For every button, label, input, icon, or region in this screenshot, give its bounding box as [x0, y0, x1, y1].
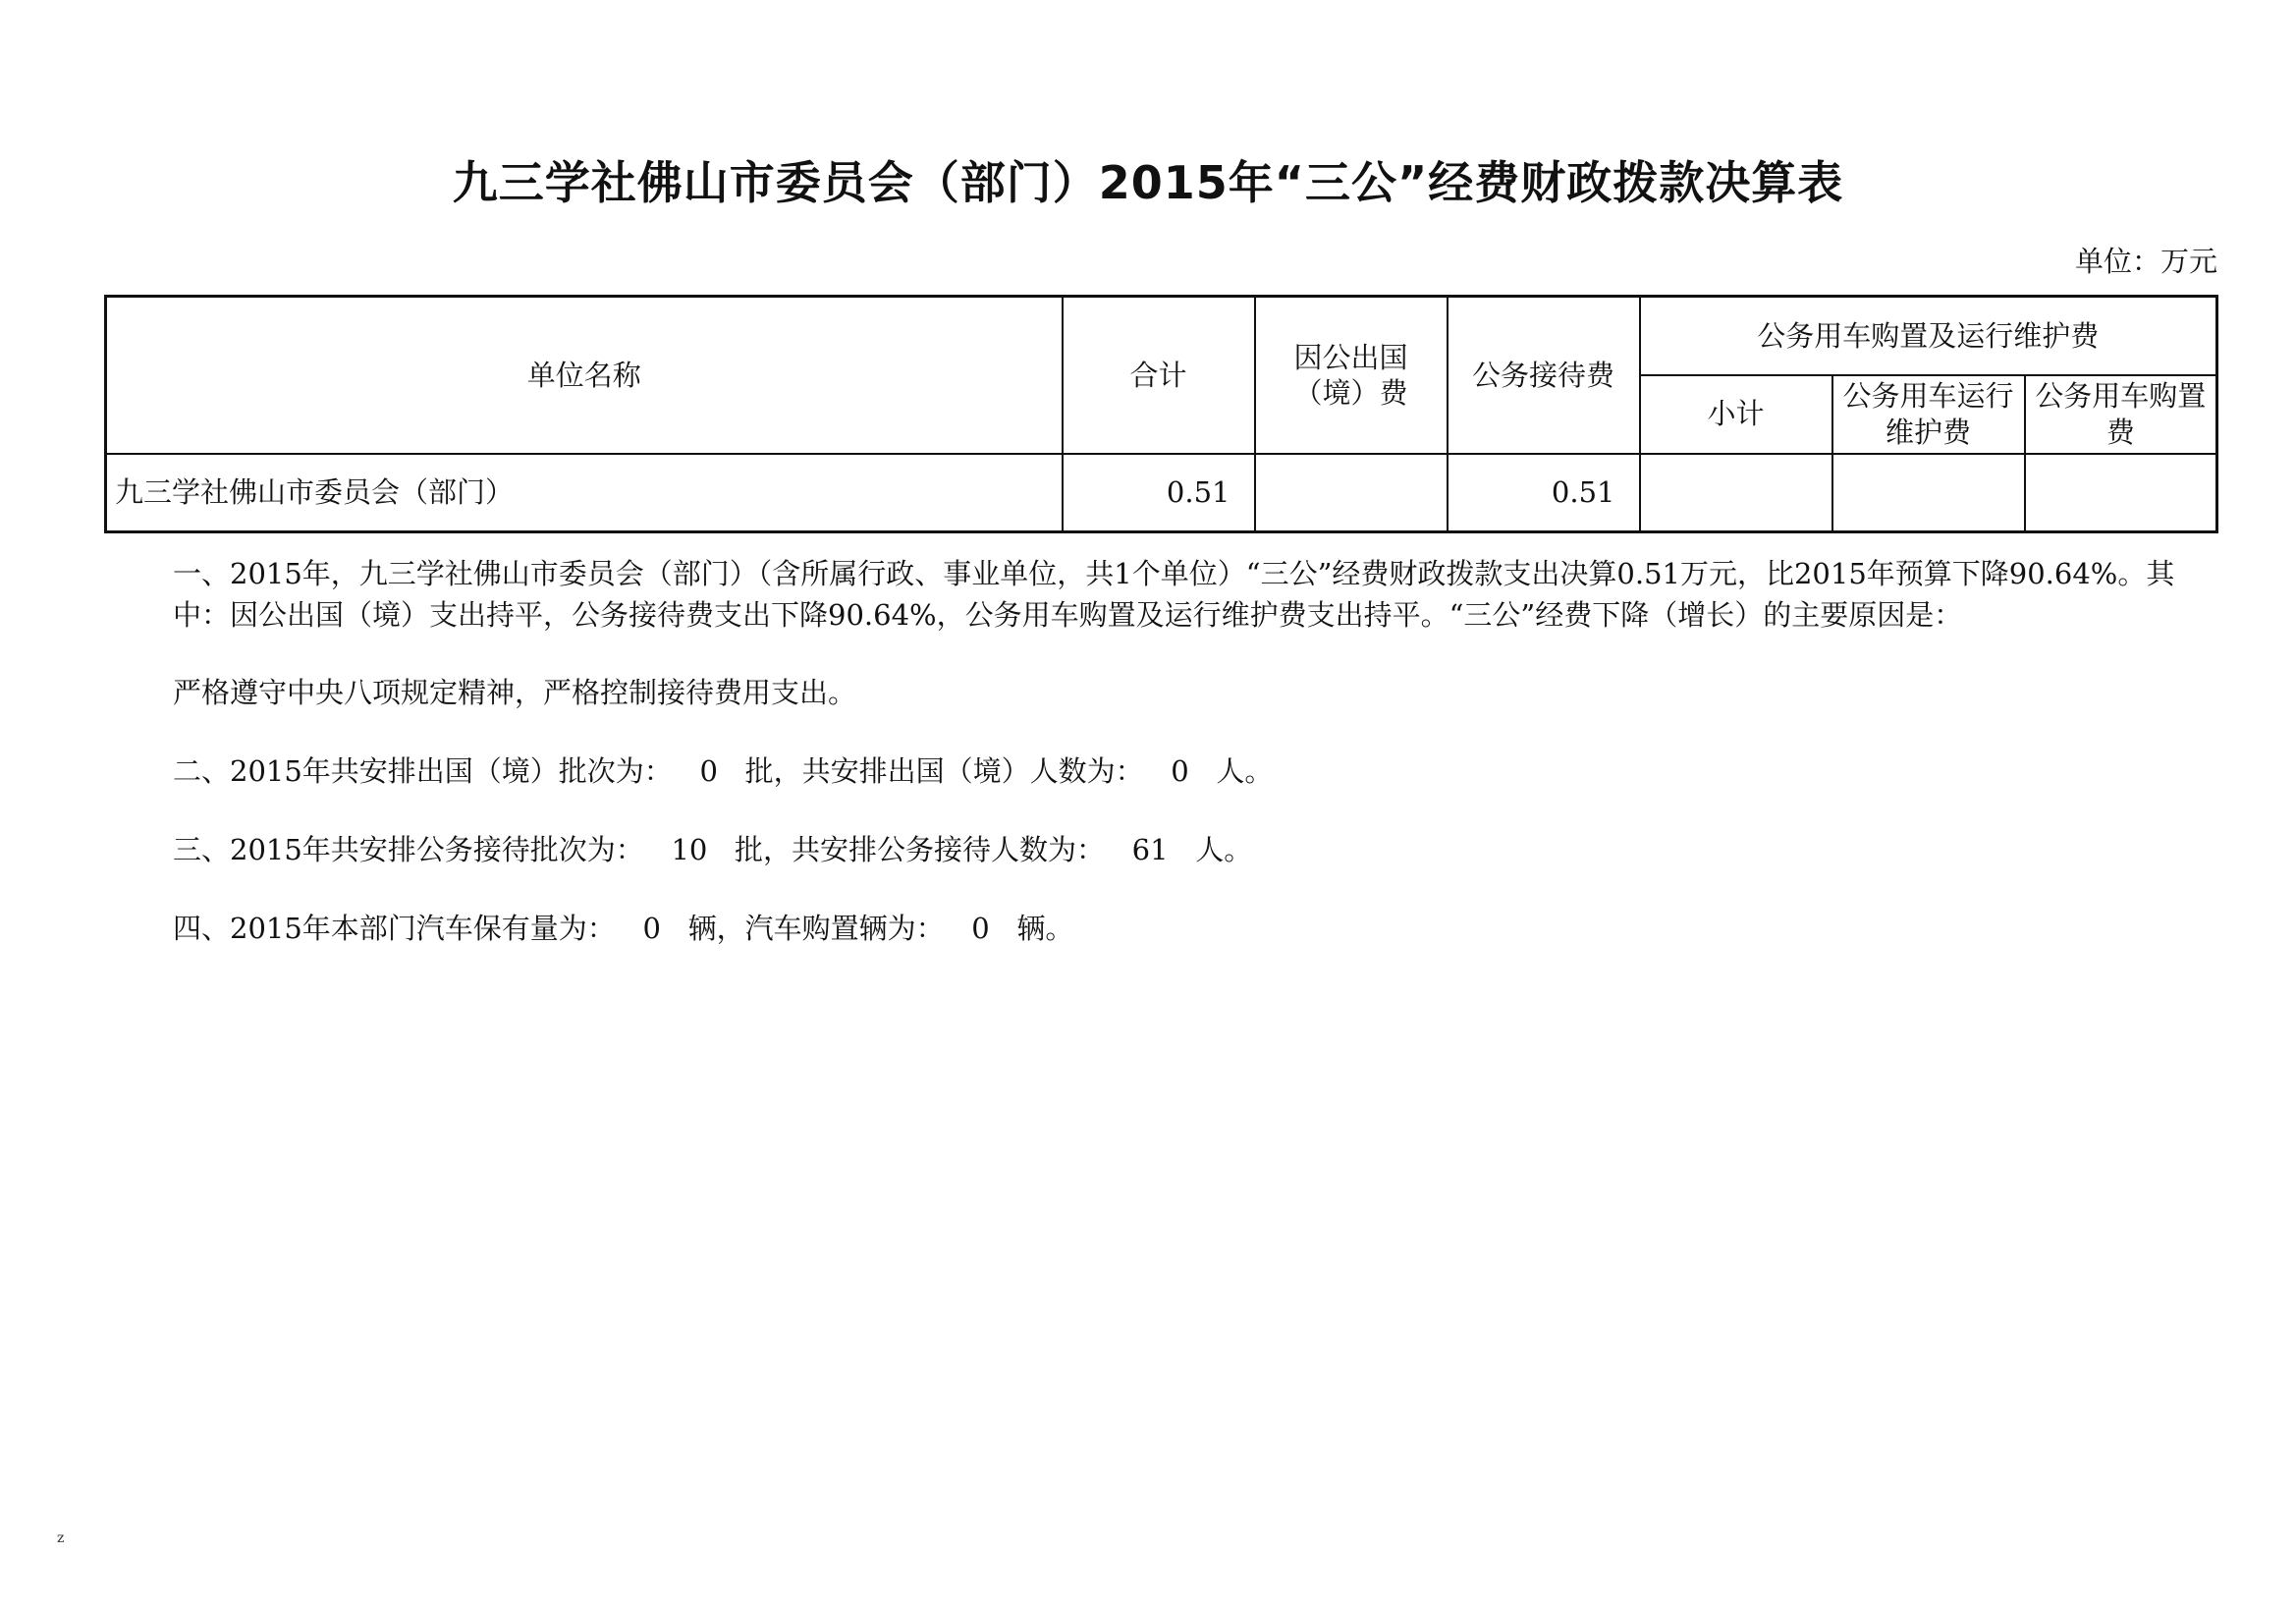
header-vehicle-operation: 公务用车运行维护费 [1832, 375, 2025, 454]
header-unit-name: 单位名称 [106, 297, 1063, 454]
cell-vehicle-purchase [2025, 454, 2217, 532]
cell-reception: 0.51 [1448, 454, 1640, 532]
page-title: 九三学社佛山市委员会（部门）2015年“三公”经费财政拨款决算表 [452, 156, 1844, 209]
cell-overseas [1255, 454, 1448, 532]
note-line-3: 三、2015年共安排公务接待批次为： 10 批，共安排公务接待人数为： 61 人。 [173, 833, 1253, 866]
header-vehicle-group: 公务用车购置及运行维护费 [1640, 297, 2217, 375]
table-row [106, 454, 2217, 532]
note-p1-text: 一、2015年，九三学社佛山市委员会（部门）（含所属行政、事业单位，共1个单位）“三公”经费财政拨款支出决算0.51万元，比2015年预算下降90.64%。其中：因公出国（境）支出持平，公务接待费支出下降90.64%，公务用车购置及运行维护费支出持平。“三公”经费下降（增长）的主要原因是： [173, 557, 2175, 632]
cell-vehicle-operation [1832, 454, 2025, 532]
header-total: 合计 [1063, 297, 1255, 454]
header-vehicle-purchase: 公务用车购置费 [2025, 375, 2217, 454]
unit-label: 单位：万元 [2074, 245, 2217, 278]
cell-total: 0.51 [1063, 454, 1255, 532]
expense-table [104, 295, 2218, 533]
header-overseas: 因公出国（境）费 [1255, 297, 1448, 454]
note-reason: 严格遵守中央八项规定精神，严格控制接待费用支出。 [173, 676, 857, 709]
note-line-4: 四、2015年本部门汽车保有量为： 0 辆，汽车购置辆为： 0 辆。 [173, 912, 1074, 945]
stray-mark: z [57, 1530, 65, 1546]
cell-unit-name: 九三学社佛山市委员会（部门） [106, 454, 1063, 532]
header-subtotal: 小计 [1640, 375, 1832, 454]
note-line-2: 二、2015年共安排出国（境）批次为： 0 批，共安排出国（境）人数为： 0 人。 [173, 754, 1274, 788]
note-paragraph-1 [110, 553, 2212, 636]
cell-subtotal [1640, 454, 1832, 532]
header-reception: 公务接待费 [1448, 297, 1640, 454]
